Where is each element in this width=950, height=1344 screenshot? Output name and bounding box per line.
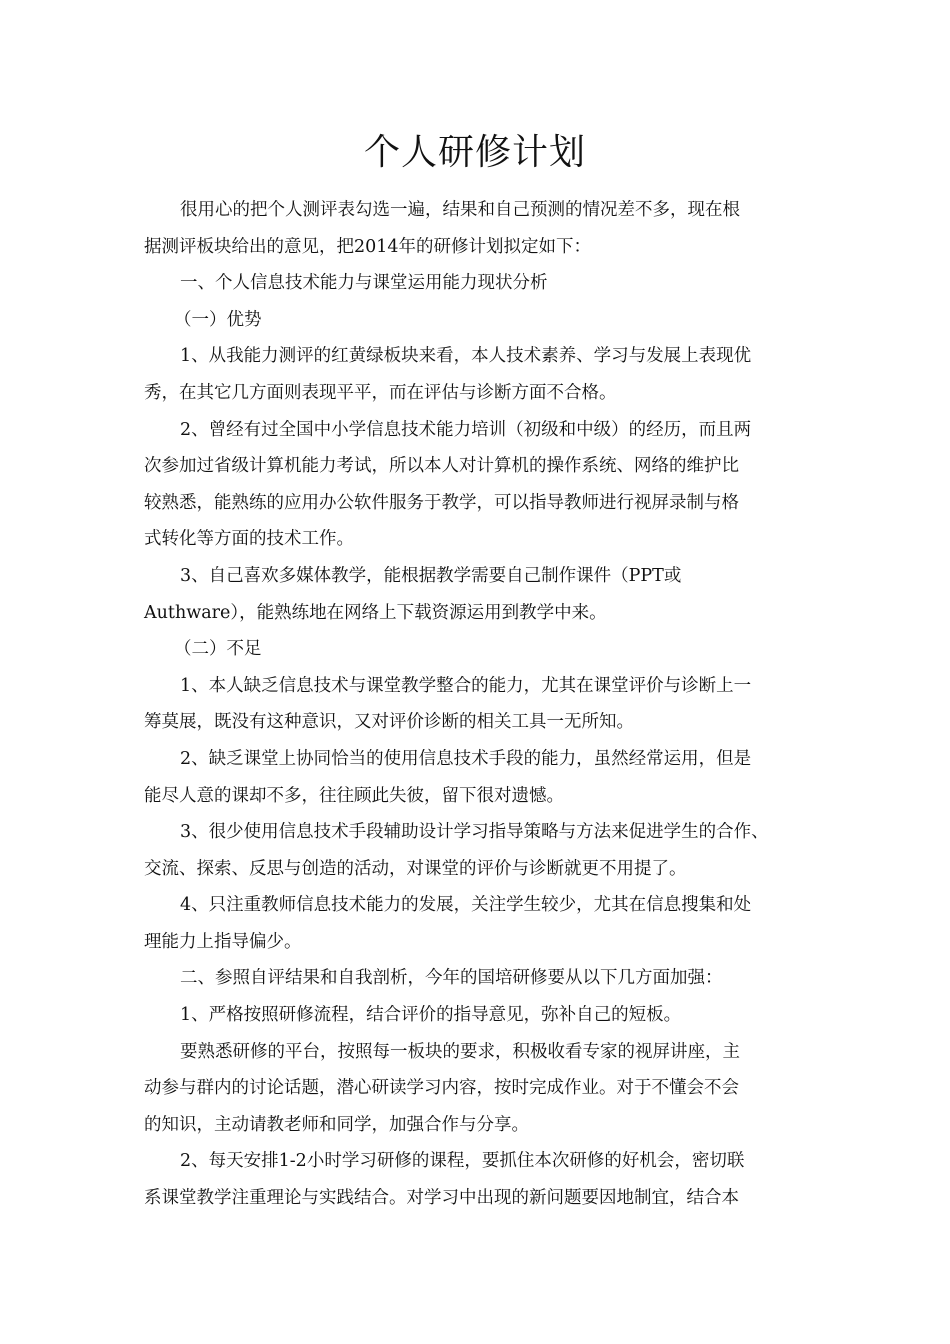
text-line: 交流、探索、反思与创造的活动，对课堂的评价与诊断就更不用提了。 (144, 858, 687, 879)
text-line: Authware），能熟练地在网络上下载资源运用到教学中来。 (144, 602, 607, 623)
text-line: 筹莫展，既没有这种意识，又对评价诊断的相关工具一无所知。 (144, 712, 634, 733)
text-line: 3、自己喜欢多媒体教学，能根据教学需要自己制作课件（PPT或 (180, 565, 682, 586)
text-line: 很用心的把个人测评表勾选一遍，结果和自己预测的情况差不多，现在根 (180, 200, 740, 220)
text-line: （一）优势 (174, 309, 262, 330)
text-line: 据测评板块给出的意见，把2014年的研修计划拟定如下： (144, 236, 592, 257)
text-line: 次参加过省级计算机能力考试，所以本人对计算机的操作系统、网络的维护比 (144, 456, 739, 477)
text-line: 能尽人意的课却不多，往往顾此失彼，留下很对遗憾。 (144, 785, 564, 806)
text-line: 要熟悉研修的平台，按照每一板块的要求，积极收看专家的视屏讲座，主 (180, 1041, 740, 1062)
text-line: 二、参照自评结果和自我剖析，今年的国培研修要从以下几方面加强： (180, 968, 723, 989)
text-line: 一、个人信息技术能力与课堂运用能力现状分析 (180, 273, 548, 294)
text-line: 秀，在其它几方面则表现平平，而在评估与诊断方面不合格。 (144, 382, 617, 403)
text-line: 式转化等方面的技术工作。 (144, 529, 354, 550)
text-line: （二）不足 (174, 639, 262, 660)
text-line: 系课堂教学注重理论与实践结合。对学习中出现的新问题要因地制宜，结合本 (144, 1188, 739, 1209)
text-line: 较熟悉，能熟练的应用办公软件服务于教学，可以指导教师进行视屏录制与格 (144, 492, 739, 513)
text-line: 2、缺乏课堂上协同恰当的使用信息技术手段的能力，虽然经常运用，但是 (180, 748, 752, 769)
text-line: 的知识，主动请教老师和同学，加强合作与分享。 (144, 1114, 529, 1135)
text-line: 理能力上指导偏少。 (144, 931, 302, 952)
text-line: 动参与群内的讨论话题，潜心研读学习内容，按时完成作业。对于不懂会不会 (144, 1078, 739, 1099)
text-line: 2、曾经有过全国中小学信息技术能力培训（初级和中级）的经历，而且两 (180, 419, 752, 440)
text-line: 2、每天安排1-2小时学习研修的课程，要抓住本次研修的好机会，密切联 (180, 1151, 745, 1172)
text-line: 1、本人缺乏信息技术与课堂教学整合的能力，尤其在课堂评价与诊断上一 (180, 675, 752, 696)
document-title: 个人研修计划 (363, 132, 586, 173)
text-line: 1、从我能力测评的红黄绿板块来看，本人技术素养、学习与发展上表现优 (180, 346, 752, 367)
document-body (144, 192, 810, 1217)
text-line: 3、很少使用信息技术手段辅助设计学习指导策略与方法来促进学生的合作、 (180, 822, 769, 843)
text-line: 1、严格按照研修流程，结合评价的指导意见，弥补自己的短板。 (180, 1005, 682, 1026)
text-line: 4、只注重教师信息技术能力的发展，关注学生较少，尤其在信息搜集和处 (180, 895, 752, 916)
